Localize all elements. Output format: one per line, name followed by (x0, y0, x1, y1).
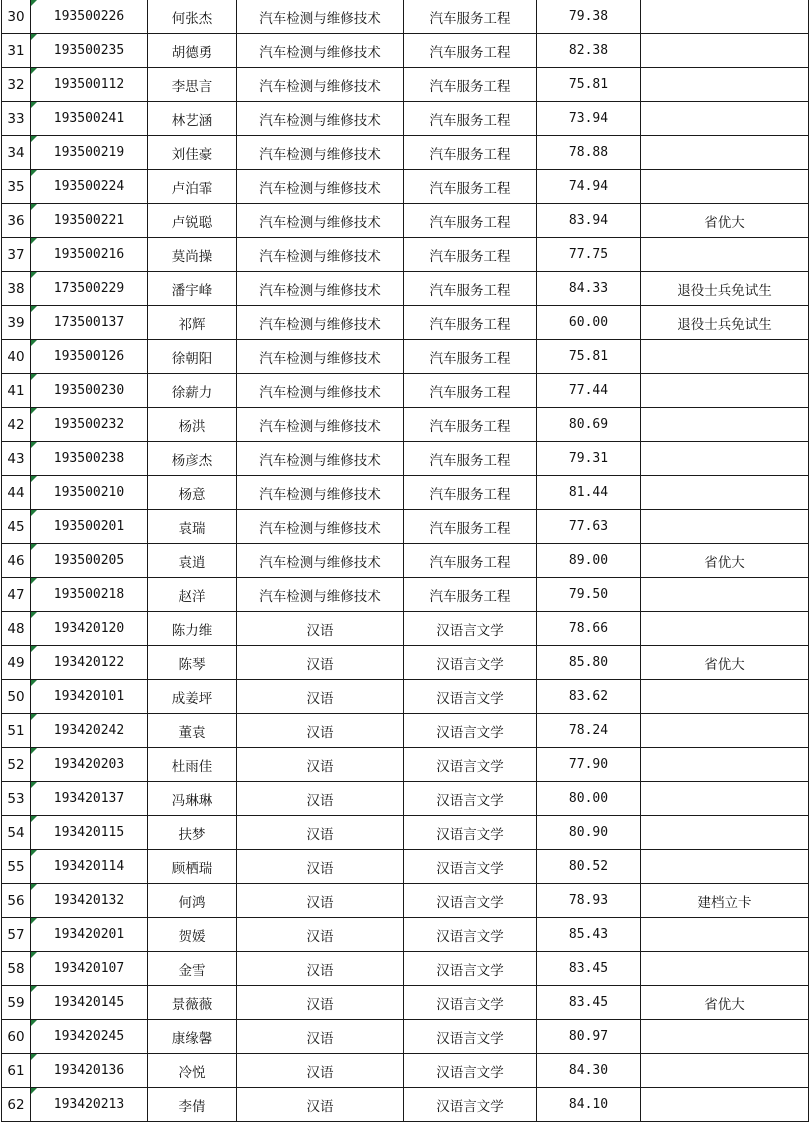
student-name[interactable]: 冷悦 (148, 1054, 237, 1088)
undergrad-major-cell[interactable]: 汽车服务工程 (404, 306, 537, 340)
student-id[interactable]: 193420115 (31, 816, 148, 850)
student-id[interactable]: 193420136 (31, 1054, 148, 1088)
major-cell[interactable]: 汽车检测与维修技术 (237, 136, 404, 170)
student-name[interactable]: 卢泊霏 (148, 170, 237, 204)
note-cell[interactable] (641, 476, 809, 510)
row-number[interactable]: 38 (2, 272, 31, 306)
note-cell[interactable] (641, 612, 809, 646)
score-cell[interactable]: 80.52 (537, 850, 641, 884)
undergrad-major-cell[interactable]: 汉语言文学 (404, 850, 537, 884)
student-name[interactable]: 徐薪力 (148, 374, 237, 408)
table-row (2, 340, 809, 374)
student-name[interactable]: 莫尚操 (148, 238, 237, 272)
row-number[interactable]: 60 (2, 1020, 31, 1054)
table-row (2, 578, 809, 612)
undergrad-major-cell[interactable]: 汽车服务工程 (404, 102, 537, 136)
undergrad-major-cell[interactable]: 汉语言文学 (404, 748, 537, 782)
student-id[interactable]: 193500112 (31, 68, 148, 102)
student-id[interactable]: 193420114 (31, 850, 148, 884)
undergrad-major-cell[interactable]: 汉语言文学 (404, 1088, 537, 1122)
undergrad-major-cell[interactable]: 汽车服务工程 (404, 68, 537, 102)
major-cell[interactable]: 汽车检测与维修技术 (237, 408, 404, 442)
major-cell[interactable]: 汽车检测与维修技术 (237, 510, 404, 544)
student-name[interactable]: 陈力维 (148, 612, 237, 646)
major-cell[interactable]: 汽车检测与维修技术 (237, 170, 404, 204)
major-cell[interactable]: 汽车检测与维修技术 (237, 578, 404, 612)
student-id[interactable]: 193500226 (31, 0, 148, 34)
undergrad-major-cell[interactable]: 汽车服务工程 (404, 34, 537, 68)
student-name[interactable]: 李倩 (148, 1088, 237, 1122)
student-name[interactable]: 贺媛 (148, 918, 237, 952)
table-row (2, 748, 809, 782)
row-number[interactable]: 36 (2, 204, 31, 238)
table-row (2, 782, 809, 816)
student-id[interactable]: 173500229 (31, 272, 148, 306)
major-cell[interactable]: 汽车检测与维修技术 (237, 238, 404, 272)
note-cell[interactable] (641, 714, 809, 748)
row-number[interactable]: 52 (2, 748, 31, 782)
student-id[interactable]: 193500216 (31, 238, 148, 272)
table-row (2, 884, 809, 918)
note-cell[interactable] (641, 748, 809, 782)
major-cell[interactable]: 汉语 (237, 816, 404, 850)
student-id[interactable]: 193500221 (31, 204, 148, 238)
student-id[interactable]: 193420145 (31, 986, 148, 1020)
undergrad-major-cell[interactable]: 汉语言文学 (404, 714, 537, 748)
table-row (2, 68, 809, 102)
major-cell[interactable]: 汉语 (237, 986, 404, 1020)
student-id[interactable]: 193420132 (31, 884, 148, 918)
undergrad-major-cell[interactable]: 汽车服务工程 (404, 544, 537, 578)
undergrad-major-cell[interactable]: 汽车服务工程 (404, 408, 537, 442)
student-id[interactable]: 193420201 (31, 918, 148, 952)
table-row (2, 272, 809, 306)
row-number[interactable]: 49 (2, 646, 31, 680)
undergrad-major-cell[interactable]: 汽车服务工程 (404, 442, 537, 476)
undergrad-major-cell[interactable]: 汽车服务工程 (404, 476, 537, 510)
student-name[interactable]: 刘佳豪 (148, 136, 237, 170)
score-cell[interactable]: 75.81 (537, 68, 641, 102)
note-cell[interactable] (641, 408, 809, 442)
row-number[interactable]: 39 (2, 306, 31, 340)
student-id[interactable]: 173500137 (31, 306, 148, 340)
note-cell[interactable] (641, 68, 809, 102)
score-cell[interactable]: 75.81 (537, 340, 641, 374)
score-cell[interactable]: 85.80 (537, 646, 641, 680)
row-number[interactable]: 59 (2, 986, 31, 1020)
score-cell[interactable]: 83.45 (537, 986, 641, 1020)
score-cell[interactable]: 80.90 (537, 816, 641, 850)
student-name[interactable]: 景薇薇 (148, 986, 237, 1020)
row-number[interactable]: 35 (2, 170, 31, 204)
student-id[interactable]: 193500238 (31, 442, 148, 476)
note-cell[interactable] (641, 374, 809, 408)
row-number[interactable]: 44 (2, 476, 31, 510)
note-cell[interactable] (641, 578, 809, 612)
row-number[interactable]: 46 (2, 544, 31, 578)
row-number[interactable]: 34 (2, 136, 31, 170)
table-row (2, 476, 809, 510)
major-cell[interactable]: 汽车检测与维修技术 (237, 544, 404, 578)
row-number[interactable]: 30 (2, 0, 31, 34)
note-cell[interactable] (641, 136, 809, 170)
note-cell[interactable]: 退役士兵免试生 (641, 272, 809, 306)
undergrad-major-cell[interactable]: 汽车服务工程 (404, 510, 537, 544)
student-id[interactable]: 193500224 (31, 170, 148, 204)
score-cell[interactable]: 78.24 (537, 714, 641, 748)
undergrad-major-cell[interactable]: 汽车服务工程 (404, 340, 537, 374)
undergrad-major-cell[interactable]: 汉语言文学 (404, 782, 537, 816)
table-row (2, 0, 809, 34)
score-cell[interactable]: 81.44 (537, 476, 641, 510)
undergrad-major-cell[interactable]: 汉语言文学 (404, 952, 537, 986)
row-number[interactable]: 41 (2, 374, 31, 408)
table-row (2, 204, 809, 238)
major-cell[interactable]: 汽车检测与维修技术 (237, 306, 404, 340)
student-id[interactable]: 193420213 (31, 1088, 148, 1122)
undergrad-major-cell[interactable]: 汽车服务工程 (404, 0, 537, 34)
undergrad-major-cell[interactable]: 汉语言文学 (404, 918, 537, 952)
note-cell[interactable] (641, 1054, 809, 1088)
table-row (2, 714, 809, 748)
student-id[interactable]: 193420242 (31, 714, 148, 748)
major-cell[interactable]: 汉语 (237, 1054, 404, 1088)
score-cell[interactable]: 83.94 (537, 204, 641, 238)
student-name[interactable]: 何张杰 (148, 0, 237, 34)
table-row (2, 952, 809, 986)
student-name[interactable]: 林艺涵 (148, 102, 237, 136)
note-cell[interactable]: 省优大 (641, 986, 809, 1020)
note-cell[interactable]: 省优大 (641, 544, 809, 578)
score-cell[interactable]: 78.66 (537, 612, 641, 646)
table-row (2, 1054, 809, 1088)
major-cell[interactable]: 汽车检测与维修技术 (237, 272, 404, 306)
student-id[interactable]: 193500232 (31, 408, 148, 442)
table-row (2, 612, 809, 646)
undergrad-major-cell[interactable]: 汉语言文学 (404, 884, 537, 918)
student-name[interactable]: 陈琴 (148, 646, 237, 680)
major-cell[interactable]: 汽车检测与维修技术 (237, 476, 404, 510)
student-name[interactable]: 杨洪 (148, 408, 237, 442)
table-row (2, 544, 809, 578)
student-id[interactable]: 193500241 (31, 102, 148, 136)
score-cell[interactable]: 85.43 (537, 918, 641, 952)
student-id[interactable]: 193420120 (31, 612, 148, 646)
student-name[interactable]: 卢锐聪 (148, 204, 237, 238)
student-id[interactable]: 193420107 (31, 952, 148, 986)
major-cell[interactable]: 汉语 (237, 1088, 404, 1122)
student-id[interactable]: 193500205 (31, 544, 148, 578)
note-cell[interactable] (641, 34, 809, 68)
row-number[interactable]: 37 (2, 238, 31, 272)
note-cell[interactable] (641, 170, 809, 204)
major-cell[interactable]: 汽车检测与维修技术 (237, 0, 404, 34)
row-number[interactable]: 48 (2, 612, 31, 646)
table-row (2, 442, 809, 476)
row-number[interactable]: 61 (2, 1054, 31, 1088)
student-name[interactable]: 康缘馨 (148, 1020, 237, 1054)
table-row (2, 306, 809, 340)
major-cell[interactable]: 汽车检测与维修技术 (237, 68, 404, 102)
student-id[interactable]: 193420101 (31, 680, 148, 714)
table-row (2, 1020, 809, 1054)
student-id[interactable]: 193420122 (31, 646, 148, 680)
score-cell[interactable]: 77.44 (537, 374, 641, 408)
note-cell[interactable] (641, 952, 809, 986)
table-row (2, 510, 809, 544)
row-number[interactable]: 45 (2, 510, 31, 544)
student-name[interactable]: 杨彦杰 (148, 442, 237, 476)
undergrad-major-cell[interactable]: 汽车服务工程 (404, 170, 537, 204)
undergrad-major-cell[interactable]: 汽车服务工程 (404, 578, 537, 612)
score-cell[interactable]: 73.94 (537, 102, 641, 136)
student-id[interactable]: 193420203 (31, 748, 148, 782)
note-cell[interactable]: 退役士兵免试生 (641, 306, 809, 340)
score-cell[interactable]: 79.50 (537, 578, 641, 612)
table-row (2, 170, 809, 204)
score-cell[interactable]: 84.10 (537, 1088, 641, 1122)
major-cell[interactable]: 汉语 (237, 646, 404, 680)
row-number[interactable]: 53 (2, 782, 31, 816)
student-name[interactable]: 杨意 (148, 476, 237, 510)
major-cell[interactable]: 汽车检测与维修技术 (237, 204, 404, 238)
major-cell[interactable]: 汽车检测与维修技术 (237, 442, 404, 476)
row-number[interactable]: 55 (2, 850, 31, 884)
undergrad-major-cell[interactable]: 汉语言文学 (404, 986, 537, 1020)
student-id[interactable]: 193500230 (31, 374, 148, 408)
note-cell[interactable]: 省优大 (641, 646, 809, 680)
student-id[interactable]: 193500235 (31, 34, 148, 68)
student-name[interactable]: 董袁 (148, 714, 237, 748)
student-name[interactable]: 杜雨佳 (148, 748, 237, 782)
major-cell[interactable]: 汉语 (237, 952, 404, 986)
student-id[interactable]: 193500210 (31, 476, 148, 510)
undergrad-major-cell[interactable]: 汉语言文学 (404, 612, 537, 646)
major-cell[interactable]: 汉语 (237, 850, 404, 884)
student-name[interactable]: 冯琳琳 (148, 782, 237, 816)
undergrad-major-cell[interactable]: 汉语言文学 (404, 1054, 537, 1088)
score-cell[interactable]: 78.88 (537, 136, 641, 170)
major-cell[interactable]: 汽车检测与维修技术 (237, 374, 404, 408)
score-cell[interactable]: 78.93 (537, 884, 641, 918)
note-cell[interactable] (641, 680, 809, 714)
score-cell[interactable]: 84.33 (537, 272, 641, 306)
table-row (2, 34, 809, 68)
row-number[interactable]: 51 (2, 714, 31, 748)
score-cell[interactable]: 83.62 (537, 680, 641, 714)
score-cell[interactable]: 80.69 (537, 408, 641, 442)
undergrad-major-cell[interactable]: 汉语言文学 (404, 1020, 537, 1054)
row-number[interactable]: 56 (2, 884, 31, 918)
student-id[interactable]: 193420245 (31, 1020, 148, 1054)
table-row (2, 816, 809, 850)
score-cell[interactable]: 60.00 (537, 306, 641, 340)
table-row (2, 850, 809, 884)
row-number[interactable]: 58 (2, 952, 31, 986)
student-id[interactable]: 193500126 (31, 340, 148, 374)
note-cell[interactable]: 省优大 (641, 204, 809, 238)
student-id[interactable]: 193500219 (31, 136, 148, 170)
score-cell[interactable]: 83.45 (537, 952, 641, 986)
student-name[interactable]: 李思言 (148, 68, 237, 102)
student-id[interactable]: 193500201 (31, 510, 148, 544)
student-name[interactable]: 祁辉 (148, 306, 237, 340)
row-number[interactable]: 50 (2, 680, 31, 714)
table-row (2, 136, 809, 170)
note-cell[interactable] (641, 340, 809, 374)
note-cell[interactable] (641, 782, 809, 816)
note-cell[interactable] (641, 816, 809, 850)
student-name[interactable]: 扶梦 (148, 816, 237, 850)
note-cell[interactable] (641, 442, 809, 476)
row-number[interactable]: 62 (2, 1088, 31, 1122)
major-cell[interactable]: 汉语 (237, 748, 404, 782)
student-name[interactable]: 何鸿 (148, 884, 237, 918)
row-number[interactable]: 32 (2, 68, 31, 102)
student-name[interactable]: 胡德勇 (148, 34, 237, 68)
student-name[interactable]: 金雪 (148, 952, 237, 986)
undergrad-major-cell[interactable]: 汽车服务工程 (404, 136, 537, 170)
row-number[interactable]: 47 (2, 578, 31, 612)
note-cell[interactable]: 建档立卡 (641, 884, 809, 918)
row-number[interactable]: 57 (2, 918, 31, 952)
score-cell[interactable]: 74.94 (537, 170, 641, 204)
major-cell[interactable]: 汽车检测与维修技术 (237, 34, 404, 68)
score-cell[interactable]: 77.90 (537, 748, 641, 782)
major-cell[interactable]: 汽车检测与维修技术 (237, 102, 404, 136)
score-cell[interactable]: 79.31 (537, 442, 641, 476)
major-cell[interactable]: 汽车检测与维修技术 (237, 340, 404, 374)
student-name[interactable]: 顾栖瑞 (148, 850, 237, 884)
student-score-table (1, 0, 809, 1122)
major-cell[interactable]: 汉语 (237, 612, 404, 646)
table-row (2, 1088, 809, 1122)
note-cell[interactable] (641, 510, 809, 544)
note-cell[interactable] (641, 0, 809, 34)
table-row (2, 408, 809, 442)
undergrad-major-cell[interactable]: 汉语言文学 (404, 680, 537, 714)
score-cell[interactable]: 89.00 (537, 544, 641, 578)
score-cell[interactable]: 77.75 (537, 238, 641, 272)
score-cell[interactable]: 79.38 (537, 0, 641, 34)
student-name[interactable]: 成姜坪 (148, 680, 237, 714)
note-cell[interactable] (641, 1020, 809, 1054)
major-cell[interactable]: 汉语 (237, 918, 404, 952)
major-cell[interactable]: 汉语 (237, 1020, 404, 1054)
student-id[interactable]: 193500218 (31, 578, 148, 612)
table-row (2, 918, 809, 952)
undergrad-major-cell[interactable]: 汽车服务工程 (404, 238, 537, 272)
major-cell[interactable]: 汉语 (237, 884, 404, 918)
student-name[interactable]: 袁瑞 (148, 510, 237, 544)
row-number[interactable]: 33 (2, 102, 31, 136)
score-cell[interactable]: 80.00 (537, 782, 641, 816)
student-name[interactable]: 潘宇峰 (148, 272, 237, 306)
row-number[interactable]: 54 (2, 816, 31, 850)
table-row (2, 680, 809, 714)
major-cell[interactable]: 汉语 (237, 714, 404, 748)
student-name[interactable]: 徐朝阳 (148, 340, 237, 374)
row-number[interactable]: 43 (2, 442, 31, 476)
note-cell[interactable] (641, 918, 809, 952)
undergrad-major-cell[interactable]: 汽车服务工程 (404, 204, 537, 238)
score-cell[interactable]: 80.97 (537, 1020, 641, 1054)
score-cell[interactable]: 84.30 (537, 1054, 641, 1088)
undergrad-major-cell[interactable]: 汽车服务工程 (404, 272, 537, 306)
score-cell[interactable]: 82.38 (537, 34, 641, 68)
undergrad-major-cell[interactable]: 汉语言文学 (404, 816, 537, 850)
major-cell[interactable]: 汉语 (237, 680, 404, 714)
table-row (2, 986, 809, 1020)
table-row (2, 646, 809, 680)
row-number[interactable]: 42 (2, 408, 31, 442)
student-id[interactable]: 193420137 (31, 782, 148, 816)
table-row (2, 238, 809, 272)
student-name[interactable]: 赵洋 (148, 578, 237, 612)
student-name[interactable]: 袁逍 (148, 544, 237, 578)
table-row (2, 102, 809, 136)
table-body (2, 0, 809, 1122)
undergrad-major-cell[interactable]: 汉语言文学 (404, 646, 537, 680)
row-number[interactable]: 40 (2, 340, 31, 374)
note-cell[interactable] (641, 1088, 809, 1122)
undergrad-major-cell[interactable]: 汽车服务工程 (404, 374, 537, 408)
table-row (2, 374, 809, 408)
note-cell[interactable] (641, 102, 809, 136)
score-cell[interactable]: 77.63 (537, 510, 641, 544)
note-cell[interactable] (641, 238, 809, 272)
major-cell[interactable]: 汉语 (237, 782, 404, 816)
note-cell[interactable] (641, 850, 809, 884)
row-number[interactable]: 31 (2, 34, 31, 68)
